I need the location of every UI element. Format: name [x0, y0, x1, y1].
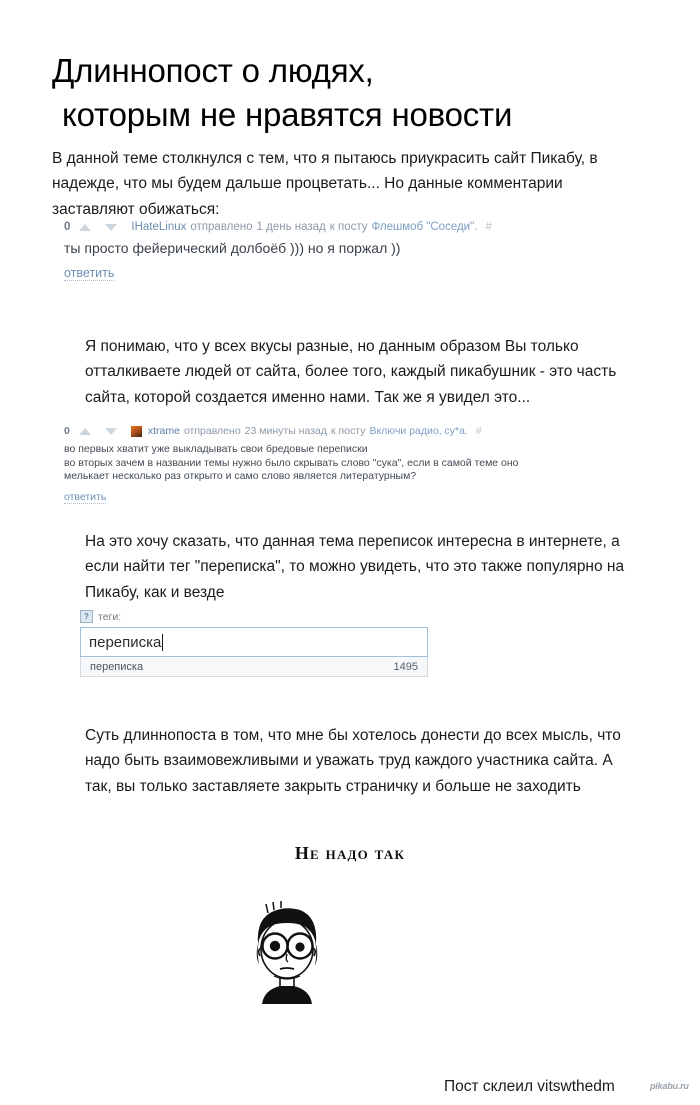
post-paragraph-1: В данной теме столкнулся с тем, что я пытаюсь приукрасить сайт Пикабу, в надежде, что мы будем дальше процветать... Но данные комментарии заставляют обижаться:	[52, 149, 598, 218]
upvote-arrow-icon[interactable]	[79, 428, 91, 435]
page-title	[52, 49, 662, 137]
tag-label-row	[80, 610, 428, 623]
comment-reply-link[interactable]: ответить	[64, 490, 107, 503]
avatar	[131, 426, 142, 437]
tag-input-value: переписка	[89, 633, 162, 651]
comment-header	[64, 220, 564, 234]
comment-time-ago: 1 день назад	[256, 221, 326, 233]
comment-reply-link[interactable]: ответить	[64, 266, 115, 280]
comment-body	[64, 443, 534, 484]
tag-input[interactable]	[80, 627, 428, 657]
post-paragraph-4: Суть длиннопоста в том, что мне бы хотелось донести до всех мысль, что надо быть взаимовежливыми и уважать труд каждого участника сайта. А так, вы только заставляете закрыть страничку и больше не заходить	[85, 726, 621, 795]
comment-body-line: мелькает несколько раз открыто и само слово является литературным?	[64, 470, 417, 482]
title-line-1: Длиннопост о людях,	[52, 52, 374, 90]
comment-body-line: ты просто фейерический долбоёб ))) но я поржал ))	[64, 240, 401, 256]
comment-posted-text: отправлено	[190, 221, 253, 233]
comment-permalink-hash[interactable]: #	[475, 425, 482, 437]
comment-to-post-text: к посту	[330, 425, 366, 437]
comment-username[interactable]: IHateLinux	[131, 221, 187, 233]
pikabu-watermark: pikabu.ru	[650, 1081, 689, 1091]
ne-nado-tak-face	[236, 896, 338, 1004]
downvote-arrow-icon[interactable]	[105, 224, 117, 231]
meme-caption: Не надо так	[294, 843, 406, 863]
post-paragraph-2: Я понимаю, что у всех вкусы разные, но данным образом Вы только отталкиваете людей от сайта, более того, каждый пикабушник - это часть сайта, которой создается именно нами. Так же я увидел это...	[85, 337, 617, 406]
tag-widget	[80, 610, 428, 677]
comment-post-link[interactable]: Флешмоб "Соседи".	[371, 221, 478, 233]
embedded-comment-screenshot-2	[64, 424, 534, 505]
post-credit: Пост склеил vitswthedm	[444, 1078, 615, 1095]
upvote-arrow-icon[interactable]	[79, 224, 91, 231]
comment-to-post-text: к посту	[329, 221, 368, 233]
tag-suggestion-item[interactable]	[80, 657, 428, 677]
comment-score: 0	[64, 425, 70, 437]
comment-post-link[interactable]: Включи радио, су*а.	[369, 425, 468, 437]
comment-body-line: во первых хватит уже выкладывать свои бредовые переписки	[64, 443, 368, 455]
downvote-arrow-icon[interactable]	[105, 428, 117, 435]
title-line-2: которым не нравятся новости	[62, 96, 513, 134]
question-mark-icon[interactable]: ?	[80, 610, 93, 623]
comment-score: 0	[64, 221, 71, 233]
comment-username[interactable]: xtrame	[147, 425, 180, 437]
comment-time-ago: 23 минуты назад	[244, 425, 327, 437]
comment-body	[64, 239, 564, 258]
comment-header	[64, 424, 534, 438]
tag-suggestion-count: 1495	[393, 660, 418, 673]
post-paragraph-3: На это хочу сказать, что данная тема переписок интересна в интернете, а если найти тег "переписка", то можно увидеть, что это также популярно на Пикабу, как и везде	[85, 532, 625, 601]
comment-posted-text: отправлено	[183, 425, 241, 437]
tag-suggestion-name: переписка	[90, 660, 144, 673]
embedded-comment-screenshot-1	[64, 220, 564, 282]
text-caret	[162, 634, 163, 651]
comment-permalink-hash[interactable]: #	[485, 221, 492, 233]
tag-label: теги:	[98, 610, 122, 623]
comment-body-line: во вторых зачем в названии темы нужно было скрывать слово "сука", если в самой теме оно	[64, 456, 519, 469]
